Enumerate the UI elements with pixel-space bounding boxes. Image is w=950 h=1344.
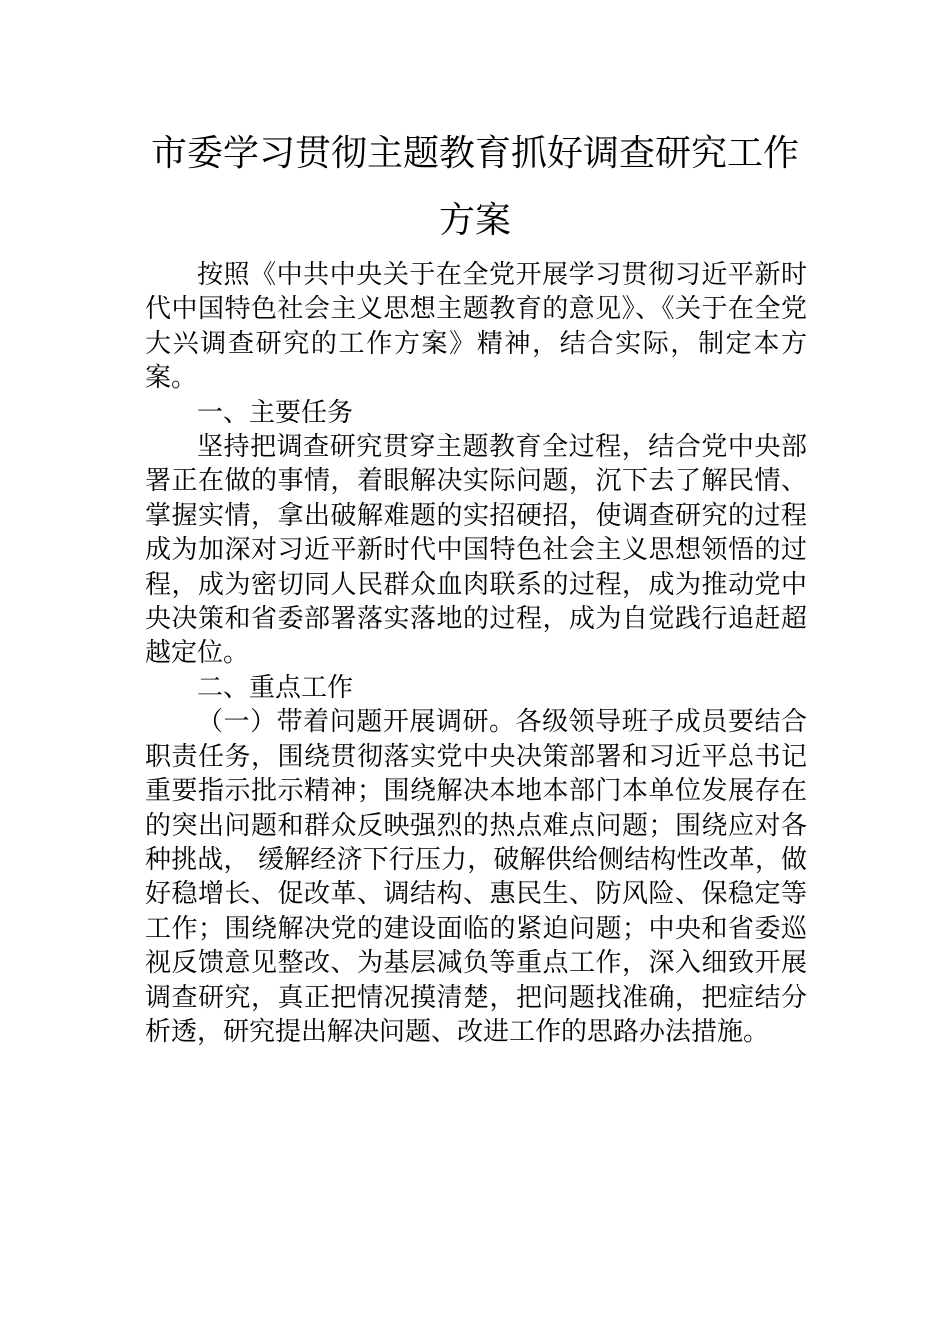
document-title-continued: 方案 — [438, 200, 511, 241]
main-tasks-paragraph: 坚持把调查研究贯穿主题教育全过程，结合党中央部署正在做的事情，着眼解决实际问题，沉下去了解民情、掌握实情，拿出破解难题的实招硬招，使调查研究的过程成为加深对习近平新时代中国特色社会主义思想领悟的过程，成为密切同人民群众血肉联系的过程，成为推动党中央决策和省委部署落实落地的过程，成为自觉践行追赶超越定位。 — [145, 432, 807, 669]
document-body — [145, 258, 807, 1049]
key-work-paragraph-1: （一）带着问题开展调研。各级领导班子成员要结合职责任务，围绕贯彻落实党中央决策部署和习近平总书记重要指示批示精神；围绕解决本地本部门本单位发展存在的突出问题和群众反映强烈的热点难点问题；围绕应对各种挑战， 缓解经济下行压力，破解供给侧结构性改革，做好稳增长、促改革、调结构、惠民生、防风险、保稳定等工作；围绕解决党的建设面临的紧迫问题；中央和省委巡视反馈意见整改、为基层减负等重点工作，深入细致开展调查研究，真正把情况摸清楚，把问题找准确，把症结分析透，研究提出解决问题、改进工作的思路办法措施。 — [145, 707, 807, 1047]
section-heading-key-work: 二、重点工作 — [197, 672, 354, 703]
document-title: 市委学习贯彻主题教育抓好调查研究工作 — [150, 133, 799, 174]
section-heading-main-tasks: 一、主要任务 — [197, 397, 354, 428]
intro-paragraph: 按照《中共中央关于在全党开展学习贯彻习近平新时代中国特色社会主义思想主题教育的意见》、《关于在全党大兴调查研究的工作方案》精神，结合实际，制定本方案。 — [145, 260, 807, 394]
